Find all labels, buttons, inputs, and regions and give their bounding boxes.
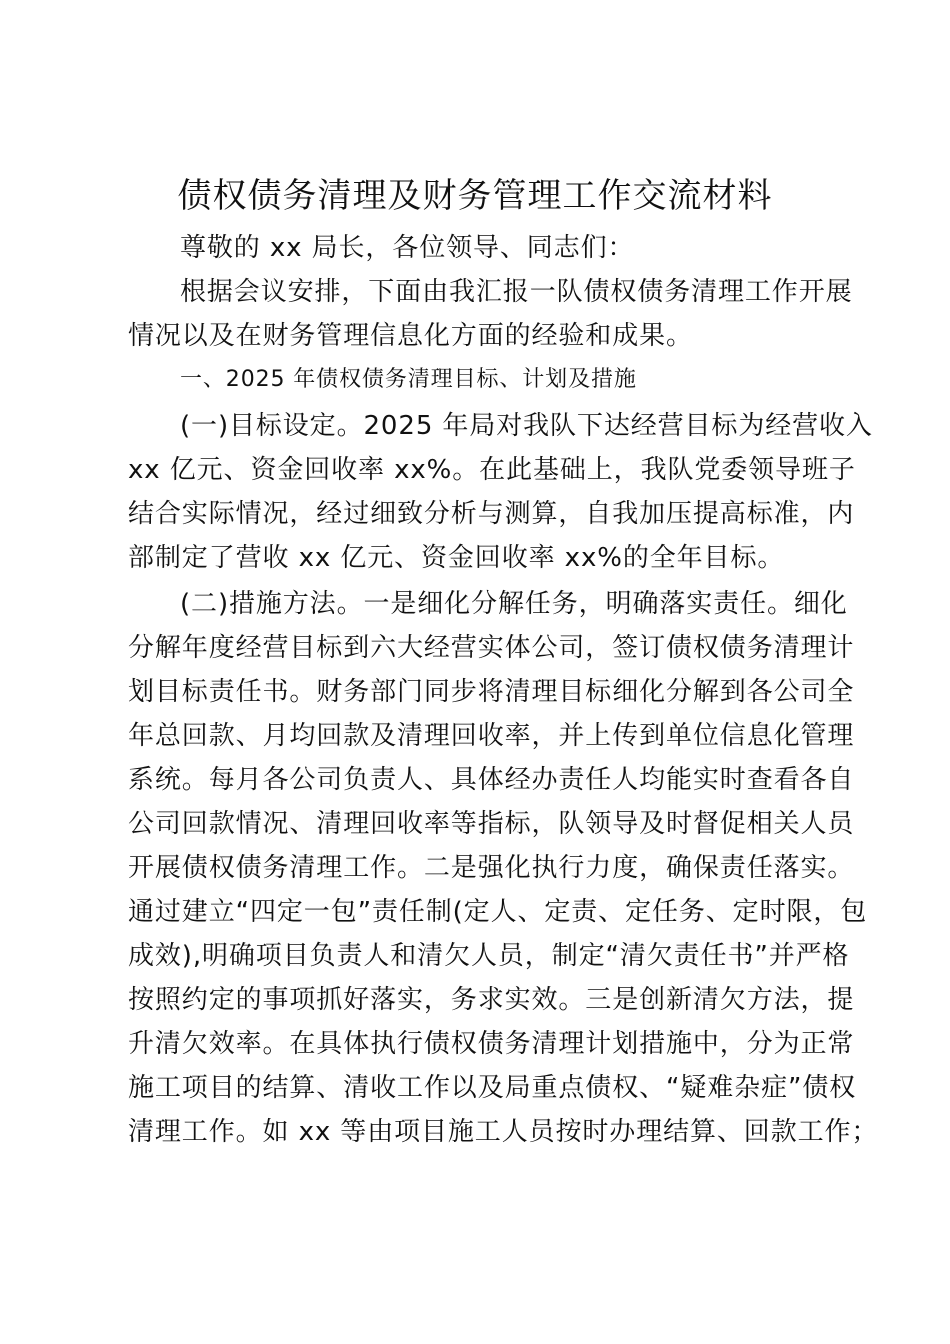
paragraph-line: 分解年度经营目标到六大经营实体公司，签订债权债务清理计 [128, 633, 855, 663]
paragraph-line: 通过建立“四定一包”责任制(定人、定责、定任务、定时限，包 [128, 897, 868, 927]
paragraph-line: 成效),明确项目负责人和清欠人员，制定“清欠责任书”并严格 [128, 941, 850, 971]
paragraph-line: 开展债权债务清理工作。二是强化执行力度，确保责任落实。 [128, 853, 855, 883]
paragraph-line: 根据会议安排，下面由我汇报一队债权债务清理工作开展 [180, 277, 853, 307]
document-title: 债权债务清理及财务管理工作交流材料 [177, 176, 773, 216]
paragraph-line: 部制定了营收 xx 亿元、资金回收率 xx%的全年目标。 [128, 543, 785, 573]
paragraph-line: 公司回款情况、清理回收率等指标，队领导及时督促相关人员 [128, 809, 855, 839]
section-heading: 一、2025 年债权债务清理目标、计划及措施 [180, 367, 637, 392]
paragraph-line: 系统。每月各公司负责人、具体经办责任人均能实时查看各自 [128, 765, 855, 795]
paragraph-line: (二)措施方法。一是细化分解任务，明确落实责任。细化 [180, 589, 848, 619]
salutation: 尊敬的 xx 局长，各位领导、同志们： [180, 233, 635, 263]
paragraph-line: 按照约定的事项抓好落实，务求实效。三是创新清欠方法，提 [128, 985, 855, 1015]
paragraph-line: 施工项目的结算、清收工作以及局重点债权、“疑难杂症”债权 [128, 1073, 857, 1103]
paragraph-line: (一)目标设定。2025 年局对我队下达经营目标为经营收入 [180, 411, 873, 441]
paragraph-line: 划目标责任书。财务部门同步将清理目标细化分解到各公司全 [128, 677, 855, 707]
paragraph-line: 清理工作。如 xx 等由项目施工人员按时办理结算、回款工作； [128, 1117, 879, 1147]
paragraph-line: 升清欠效率。在具体执行债权债务清理计划措施中，分为正常 [128, 1029, 855, 1059]
paragraph-line: xx 亿元、资金回收率 xx%。在此基础上，我队党委领导班子 [128, 455, 856, 485]
paragraph-line: 年总回款、月均回款及清理回收率，并上传到单位信息化管理 [128, 721, 855, 751]
paragraph-line: 结合实际情况，经过细致分析与测算，自我加压提高标准，内 [128, 499, 855, 529]
paragraph-line: 情况以及在财务管理信息化方面的经验和成果。 [128, 321, 693, 351]
